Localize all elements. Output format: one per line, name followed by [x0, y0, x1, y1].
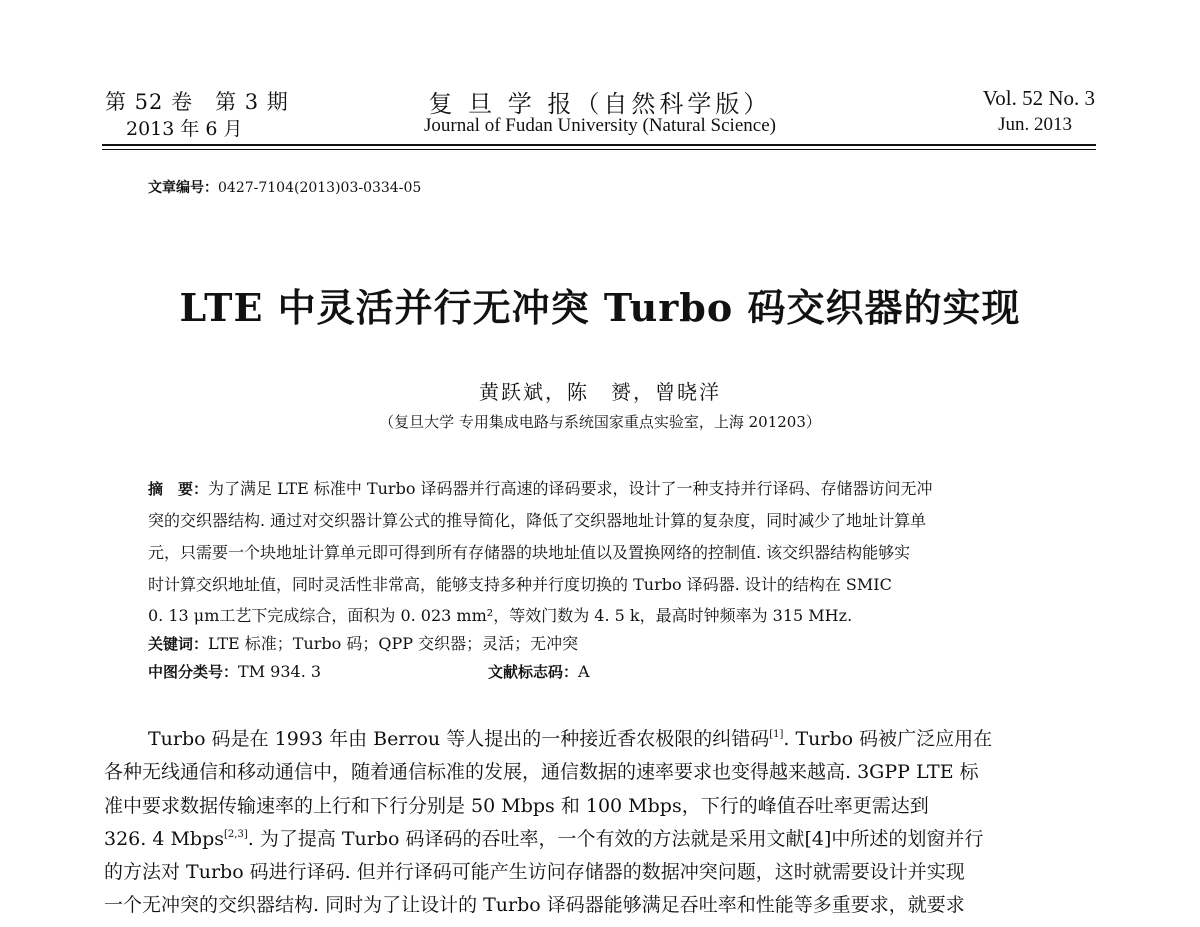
- body-line-2: 各种无线通信和移动通信中，随着通信标准的发展，通信数据的速率要求也变得越来越高. 3GPP LTE 标: [104, 761, 979, 783]
- body-line-3: 准中要求数据传输速率的上行和下行分别是 50 Mbps 和 100 Mbps，下行的峰值吞吐率更需达到: [104, 795, 929, 817]
- doc-code-value: A: [578, 662, 590, 681]
- abstract-line-5: 0. 13 μm工艺下完成综合，面积为 0. 023 mm²，等效门数为 4. 5 k，最高时钟频率为 315 MHz.: [148, 606, 853, 625]
- authors: 黄跃斌，陈 赟，曾晓洋: [479, 380, 721, 404]
- volume-en: Vol. 52 No. 3: [982, 86, 1095, 110]
- doc-code-label: 文献标志码：: [488, 663, 579, 681]
- keywords-label: 关键词：: [148, 635, 209, 653]
- header-rule-thin: [102, 149, 1096, 150]
- affiliation: （复旦大学 专用集成电路与系统国家重点实验室，上海 201203）: [379, 413, 821, 431]
- doc-code: [488, 661, 590, 682]
- body-line-6: 一个无冲突的交织器结构. 同时为了让设计的 Turbo 译码器能够满足吞吐率和性能等多重要求，就要求: [104, 894, 965, 916]
- journal-title-cn: 复 旦 学 报（自然科学版）: [428, 90, 772, 118]
- citation-2-3: [2,3]: [224, 829, 248, 840]
- article-number: [148, 177, 421, 197]
- volume-issue: 第 52 卷 第 3 期: [105, 90, 289, 114]
- header-rule-thick: [102, 144, 1096, 146]
- body-line-1-text: Turbo 码是在 1993 年由 Berrou 等人提出的一种接近香农极限的纠错码: [148, 728, 770, 750]
- body-line-5: 的方法对 Turbo 码进行译码. 但并行译码可能产生访问存储器的数据冲突问题，这时就需要设计并实现: [104, 861, 965, 883]
- keywords-value: LTE 标准；Turbo 码；QPP 交织器；灵活；无冲突: [208, 634, 579, 653]
- body-line-1: [148, 724, 992, 751]
- classification-label: 中图分类号：: [148, 663, 239, 681]
- journal-title-en: Journal of Fudan University (Natural Science): [424, 115, 776, 136]
- abstract-line-4: 时计算交织地址值，同时灵活性非常高，能够支持多种并行度切换的 Turbo 译码器. 设计的结构在 SMIC: [148, 575, 892, 594]
- paper-title: LTE 中灵活并行无冲突 Turbo 码交织器的实现: [179, 285, 1021, 330]
- date-cn: 2013 年 6 月: [126, 118, 243, 140]
- article-number-value: 0427-7104(2013)03-0334-05: [218, 180, 422, 196]
- body-line-4b: . 为了提高 Turbo 码译码的吞吐率，一个有效的方法就是采用文献[4]中所述的划窗并行: [247, 828, 984, 850]
- abstract-line-2: 突的交织器结构. 通过对交织器计算公式的推导简化，降低了交织器地址计算的复杂度，同时减少了地址计算单: [148, 511, 927, 530]
- abstract-line-1: [148, 476, 933, 499]
- classification-value: TM 934. 3: [238, 662, 322, 681]
- abstract-line-3: 元，只需要一个块地址计算单元即可得到所有存储器的块地址值以及置换网络的控制值. 该交织器结构能够实: [148, 543, 911, 562]
- citation-1: [1]: [769, 729, 784, 740]
- body-line-1-end: . Turbo 码被广泛应用在: [783, 728, 993, 750]
- date-en: Jun. 2013: [998, 114, 1072, 135]
- keywords: [148, 631, 578, 654]
- article-number-label: 文章编号：: [148, 180, 218, 196]
- body-line-4: [104, 824, 983, 851]
- abstract-text-1: 为了满足 LTE 标准中 Turbo 译码器并行高速的译码要求，设计了一种支持并行译码、存储器访问无冲: [208, 479, 933, 498]
- abstract-label: 摘 要：: [148, 480, 209, 498]
- classification: [148, 661, 321, 682]
- body-line-4a: 326. 4 Mbps: [104, 828, 225, 850]
